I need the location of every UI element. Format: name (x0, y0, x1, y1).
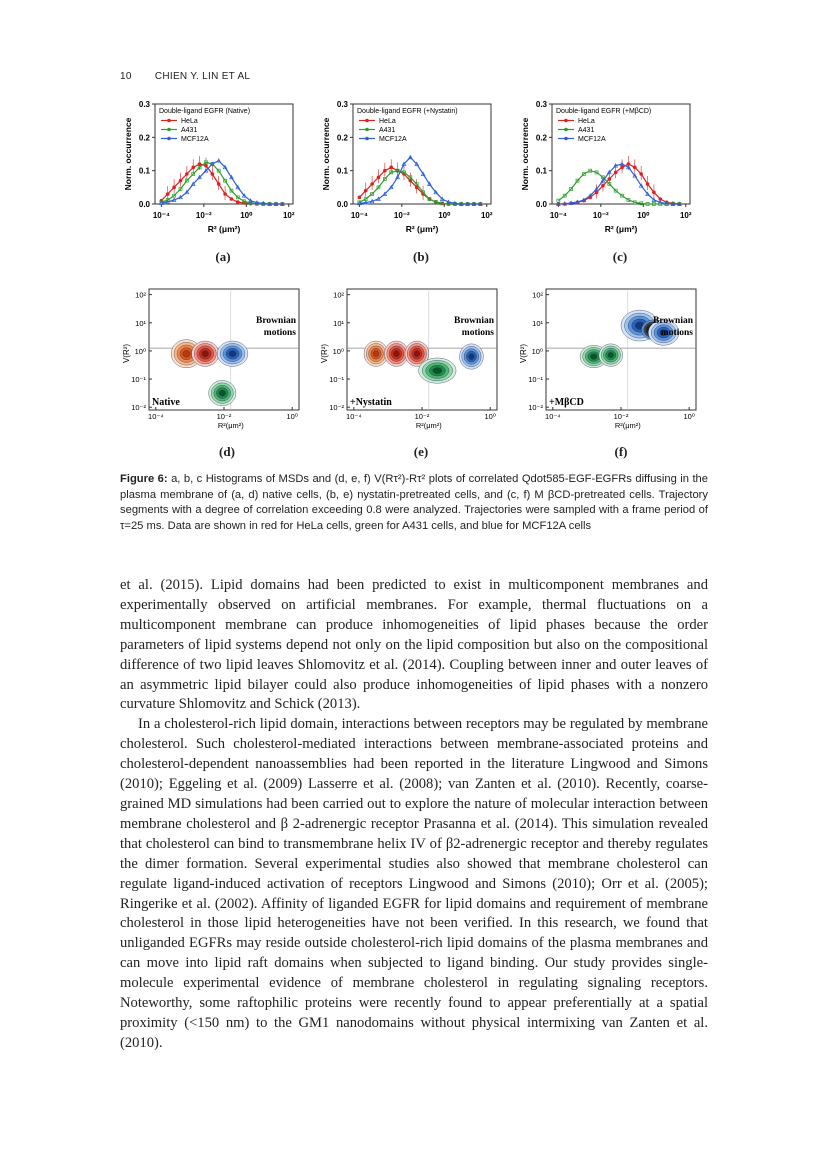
density-contour (192, 341, 219, 366)
legend-title: Double-ligand EGFR (Native) (159, 108, 251, 115)
data-point (204, 164, 208, 168)
x-tick-label: 10⁻⁴ (148, 412, 164, 421)
density-contour (217, 341, 248, 366)
histogram-panel-a (115, 92, 300, 257)
x-tick-label: 10² (282, 211, 295, 220)
data-point (383, 169, 387, 173)
legend-marker (365, 137, 369, 141)
paragraph-1: et al. (2015). Lipid domains had been predicted to exist in multicomponent membranes and experimentally observed on artificial membranes. For example, thermal fluctuations on a multicomponent membrane can produce inhomogeneities of lipid phases because the order parameters of lipid systems depend not only on the lipid composition but also on the compositional difference of two lipid leaves Shlomovitz et al. (2014). Coupling between inner and outer leaves of an asymmetric lipid bilayer could also produce inhomogeneities of lipid phases with a nonzero curvature Shlomovitz and Schick (2013). (120, 577, 708, 713)
y-tick-label: 10² (532, 290, 543, 300)
histogram-panel-c (512, 92, 697, 257)
contour-level (433, 368, 442, 374)
panel-label-d: (d) (219, 444, 235, 459)
legend-label: HeLa (181, 118, 198, 125)
y-tick-label: 0.0 (336, 200, 348, 209)
x-tick-label: 10² (480, 211, 493, 220)
plot-frame (155, 104, 293, 204)
y-tick-label: 10⁰ (134, 346, 146, 356)
x-axis-label: R² (μm²) (405, 224, 439, 234)
running-header (120, 71, 250, 82)
data-point (601, 184, 605, 188)
paragraph-2: In a cholesterol-rich lipid domain, interactions between receptors may be regulated by membrane cholesterol. Such cholesterol-mediated interactions between membrane-associated proteins and cholesterol-dependent nanoassemblies had been reported in the literature Lingwood and Simons (2010); Eggeling et al. (2009) Lasserre et al. (2008); van Zanten et al. (2010). Recently, coarse-grained MD simulations had been carried out to explore the nature of molecular interaction between membrane cholesterol and β 2-adrenergic receptor Prasanna et al. (2014). This simulation revealed that cholesterol can bind to transmembrane helix IV of β2-adrenergic receptor and thereby regulates the dimer formation. Several experimental studies also showed that membrane cholesterol can regulate ligand-induced activation of receptors Lingwood and Simons (2010); Orr et al. (2005); Ringerike et al. (2002). Affinity of liganded EGFR for lipid domains and requirement of membrane cholesterol in those lipid heterogeneities have not been verified. In this research, we found that unliganded EGFRs may reside outside cholesterol-rich lipid domains of the plasma membranes and can move into lipid raft domains when subjected to ligand binding. Our study provides single-molecule experimental evidence of membrane cholesterol in regulating signaling receptors. Noteworthy, some raftophilic proteins were recently found to appear preferentially at a spatial proximity (<150 nm) to the GM1 nanodomains without physical intermixing van Zanten et al. (2010). (120, 716, 708, 1051)
y-tick-label: 0.0 (535, 200, 547, 209)
x-tick-label: 10⁻⁴ (152, 211, 170, 220)
x-axis-label: R²(μm²) (415, 421, 442, 430)
x-tick-label: 10⁻⁴ (549, 211, 567, 220)
caption-label: Figure 6: (120, 473, 168, 485)
y-tick-label: 10⁻¹ (329, 375, 344, 385)
legend-label: A431 (181, 127, 198, 134)
legend-marker (167, 119, 171, 123)
legend-label: HeLa (379, 118, 396, 125)
x-axis-label: R² (μm²) (604, 224, 638, 234)
data-point (198, 162, 202, 166)
x-tick-label: 10⁰ (683, 412, 695, 421)
y-tick-label: 10² (135, 290, 146, 300)
figure-caption (120, 472, 708, 534)
data-point (639, 172, 643, 176)
histogram-svg (115, 92, 300, 252)
contour-panel-f (512, 283, 710, 428)
data-point (646, 182, 650, 186)
data-point (236, 200, 240, 204)
y-tick-label: 10⁻¹ (528, 375, 543, 385)
legend-label: A431 (379, 127, 396, 134)
data-point (211, 172, 215, 176)
panel-label-b: (b) (413, 249, 429, 264)
contour-level (373, 351, 379, 357)
legend-marker (167, 128, 171, 132)
y-axis-label: Norm. occurrence (123, 117, 133, 191)
histogram-panel-b (313, 92, 498, 257)
contour-level (414, 351, 420, 357)
x-tick-label: 10⁻⁴ (350, 211, 368, 220)
data-point (358, 196, 362, 200)
data-point (217, 182, 221, 186)
x-tick-label: 10⁰ (438, 211, 451, 220)
y-tick-label: 0.0 (138, 200, 150, 209)
region-label: Brownian (454, 316, 494, 326)
legend-marker (365, 119, 369, 123)
contour-svg (115, 283, 313, 430)
page-number: 10 (120, 71, 132, 82)
histogram-svg (512, 92, 697, 252)
data-point (620, 166, 624, 170)
x-tick-label: 10⁻⁴ (545, 412, 561, 421)
contour-level (394, 351, 400, 357)
y-tick-label: 10¹ (135, 318, 146, 328)
data-point (179, 179, 183, 183)
legend-title: Double-ligand EGFR (+MβCD) (556, 108, 652, 115)
running-title: CHIEN Y. LIN ET AL (154, 71, 251, 82)
panel-label-c: (c) (612, 249, 628, 264)
x-tick-label: 10⁰ (484, 412, 496, 421)
legend-marker (564, 137, 568, 141)
y-tick-label: 0.1 (138, 166, 150, 176)
data-point (185, 172, 189, 176)
x-tick-label: 10⁰ (286, 412, 298, 421)
contour-level (608, 352, 614, 357)
data-point (614, 171, 618, 175)
region-label: motions (461, 328, 494, 338)
y-tick-label: 0.3 (535, 100, 547, 109)
legend-marker (564, 119, 568, 123)
data-point (370, 182, 374, 186)
density-contour (419, 358, 457, 383)
region-label: Brownian (256, 316, 296, 326)
contour-level (183, 350, 190, 357)
y-axis-label: Norm. occurrence (520, 117, 530, 191)
contour-svg (512, 283, 710, 430)
condition-label: +Nystatin (350, 397, 392, 408)
legend-label: HeLa (578, 118, 595, 125)
data-point (230, 197, 234, 201)
contour-level (590, 354, 597, 359)
x-axis-label: R²(μm²) (217, 421, 244, 430)
y-tick-label: 10⁻² (131, 403, 146, 413)
y-tick-label: 0.1 (336, 166, 348, 176)
legend-label: MCF12A (181, 136, 209, 143)
y-tick-label: 10¹ (532, 318, 543, 328)
legend-label: MCF12A (379, 136, 407, 143)
y-tick-label: 0.2 (138, 133, 150, 143)
y-tick-label: 10⁻² (528, 403, 543, 413)
y-tick-label: 0.3 (138, 100, 150, 109)
density-contour (209, 380, 236, 405)
x-axis-label: R²(μm²) (614, 421, 641, 430)
data-point (172, 186, 176, 190)
y-tick-label: 10⁰ (332, 346, 344, 356)
data-point (223, 192, 227, 196)
series-line-mcf12a (359, 157, 480, 204)
x-axis-label: R² (μm²) (207, 224, 241, 234)
data-point (364, 189, 368, 193)
legend-marker (365, 128, 369, 132)
histogram-svg (313, 92, 498, 252)
y-tick-label: 0.2 (535, 133, 547, 143)
x-tick-label: 10⁻² (393, 211, 410, 220)
contour-svg (313, 283, 511, 430)
x-tick-label: 10⁻² (592, 211, 609, 220)
y-tick-label: 10⁻¹ (131, 375, 146, 385)
x-tick-label: 10⁻² (613, 412, 629, 421)
data-point (633, 166, 637, 170)
region-label: Brownian (653, 316, 693, 326)
density-contour (460, 344, 484, 369)
panel-label-e: (e) (413, 444, 429, 459)
y-tick-label: 0.1 (535, 166, 547, 176)
panel-label-f: (f) (614, 444, 628, 459)
region-label: motions (660, 328, 693, 338)
y-tick-label: 0.2 (336, 133, 348, 143)
region-label: motions (263, 328, 296, 338)
x-tick-label: 10⁰ (240, 211, 253, 220)
density-contour (599, 344, 623, 367)
body-text (120, 576, 708, 1054)
x-tick-label: 10⁻⁴ (346, 412, 362, 421)
y-axis-label: V(R²) (320, 343, 329, 364)
contour-panel-d (115, 283, 313, 428)
legend-marker (564, 128, 568, 132)
plot-frame (353, 104, 491, 204)
contour-level (219, 390, 226, 396)
y-axis-label: Norm. occurrence (321, 117, 331, 191)
data-point (377, 176, 381, 180)
y-tick-label: 10⁻² (329, 403, 344, 413)
data-point (389, 166, 393, 170)
y-tick-label: 0.3 (336, 100, 348, 109)
x-tick-label: 10⁻² (195, 211, 212, 220)
condition-label: +MβCD (549, 397, 584, 408)
contour-panel-e (313, 283, 511, 428)
y-axis-label: V(R²) (519, 343, 528, 364)
y-tick-label: 10⁰ (531, 346, 543, 356)
data-point (608, 177, 612, 181)
legend-label: A431 (578, 127, 595, 134)
contour-level (469, 353, 475, 359)
y-axis-label: V(R²) (122, 343, 131, 364)
y-tick-label: 10¹ (333, 318, 344, 328)
legend-label: MCF12A (578, 136, 606, 143)
y-tick-label: 10² (333, 290, 344, 300)
x-tick-label: 10⁰ (637, 211, 650, 220)
contour-level (229, 351, 236, 357)
legend-title: Double-ligand EGFR (+Nystatin) (357, 108, 458, 115)
data-point (166, 192, 170, 196)
data-point (191, 166, 195, 170)
x-tick-label: 10² (679, 211, 692, 220)
panel-label-a: (a) (215, 249, 231, 264)
caption-text: a, b, c Histograms of MSDs and (d, e, f) V(Rτ²)-Rτ² plots of correlated Qdot585-EGF-EGFRs diffusing in the plasma membrane of (a, d) native cells, (b, e) nystatin-pretreated cells, and (c, f) M βCD-pretreated cells. Trajectory segments with a degree of correlation exceeding 0.8 were analyzed. Trajectories were sampled with a frame period of τ=25 ms. Data are shown in red for HeLa cells, green for A431 cells, and blue for MCF12A cells (120, 473, 708, 532)
contour-level (202, 351, 209, 357)
x-tick-label: 10⁻² (216, 412, 232, 421)
legend-marker (167, 137, 171, 141)
x-tick-label: 10⁻² (414, 412, 430, 421)
condition-label: Native (152, 397, 180, 408)
data-point (652, 191, 656, 195)
